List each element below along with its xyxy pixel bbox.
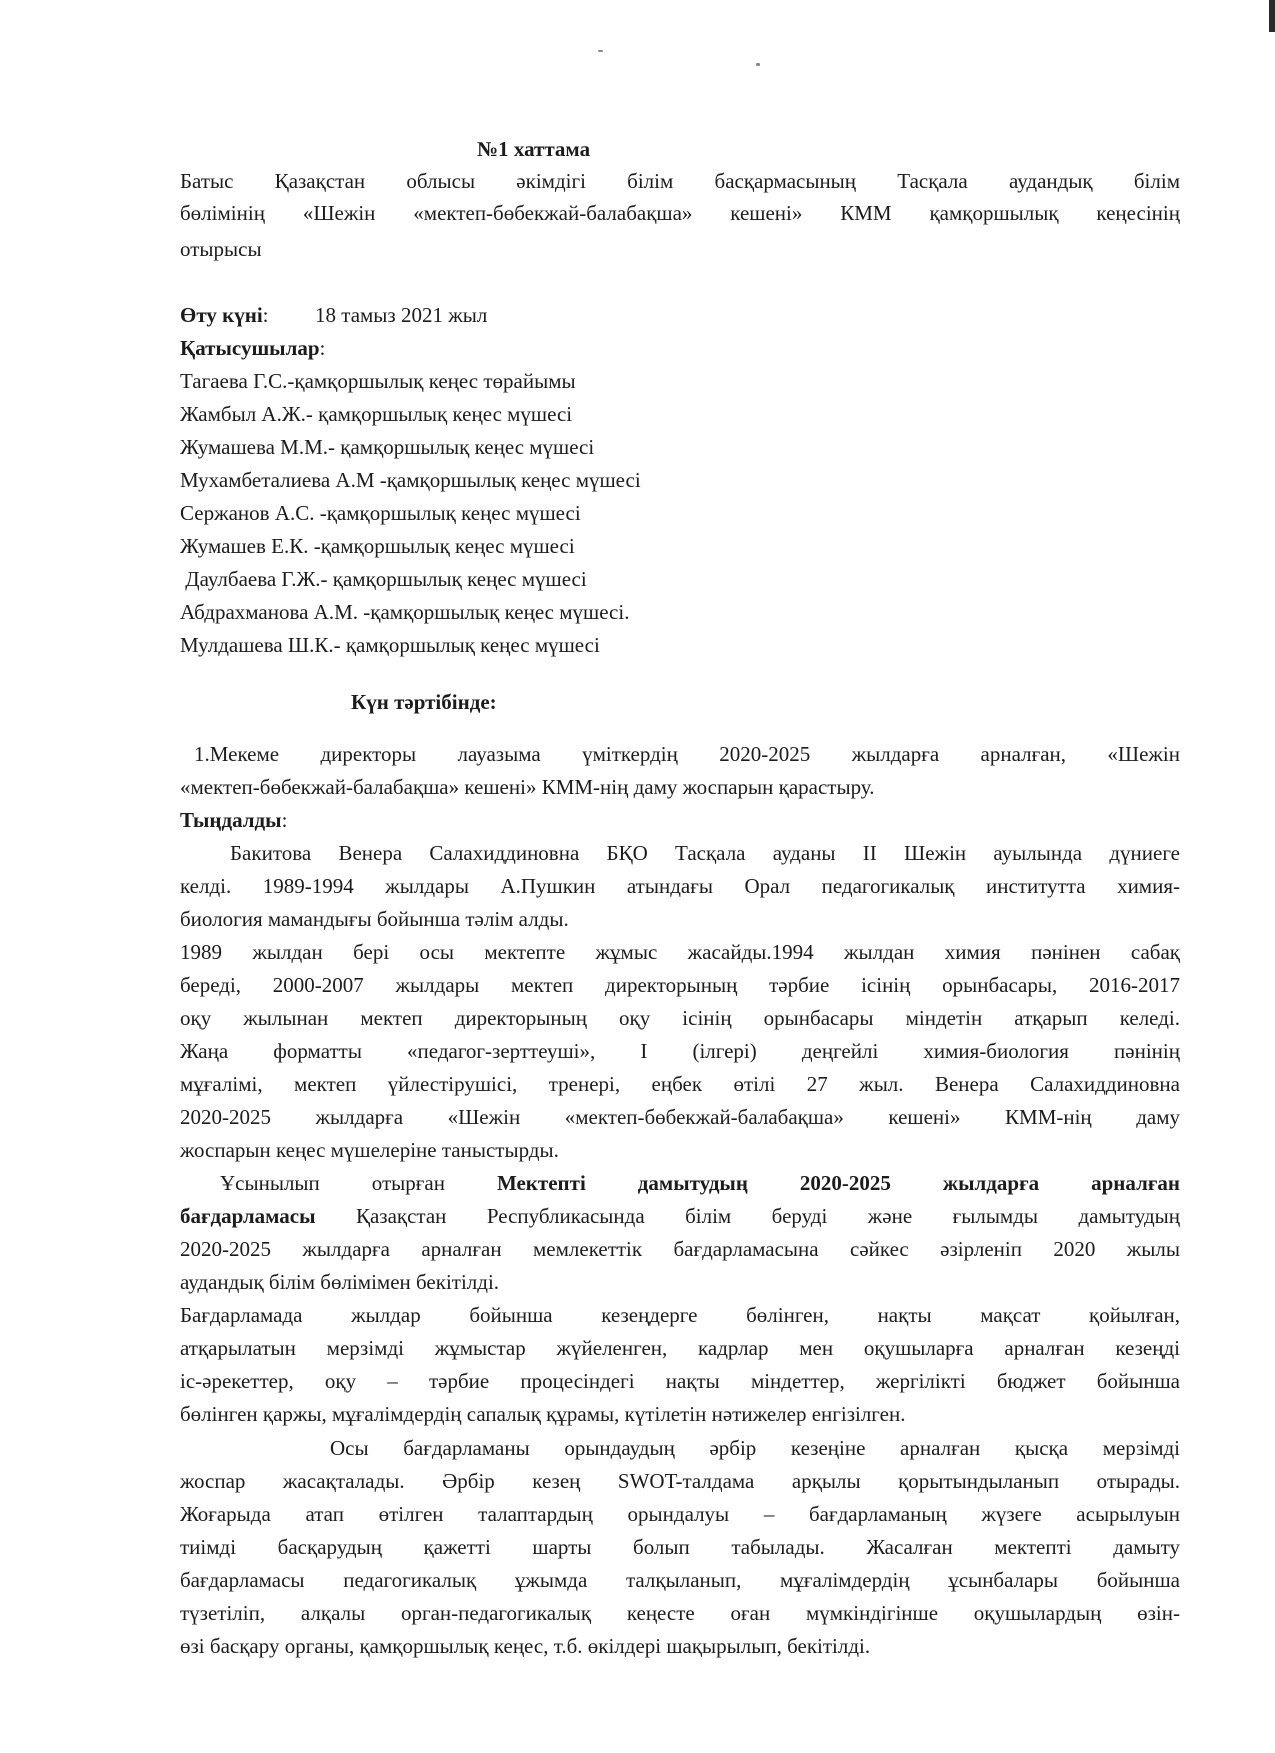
participant-item: Жамбыл А.Ж.- қамқоршылық кеңес мүшесі <box>180 402 573 426</box>
participant-item: Тагаева Г.С.-қамқоршылық кеңес төрайымы <box>180 369 576 393</box>
participants-heading: Қатысушылар: <box>180 336 326 360</box>
agenda-item: 1.Мекеме директоры лауазыма үміткердің 2020-2025 жылдарға арналған, «Шежін <box>194 742 1180 766</box>
heard-paragraph-line: келді. 1989-1994 жылдары А.Пушкин атындағы Орал педагогикалық институтта химия- <box>180 874 1180 898</box>
program-title-bold: Мектепті дамытудың 2020-2025 жылдарға арналған <box>496 1171 1181 1195</box>
implementation-line: Жоғарыда атап өтілген талаптардың орындалуы – бағдарламаның жүзеге асырылуын <box>180 1502 1180 1526</box>
bio-paragraph-line: жоспарын кеңес мүшелеріне таныстырды. <box>180 1138 559 1162</box>
intro-line: Батыс Қазақстан облысы әкімдігі білім басқармасының Тасқала аудандық білім <box>180 169 1180 193</box>
bio-paragraph-line: 1989 жылдан бері осы мектепте жұмыс жасайды.1994 жылдан химия пәнінен сабақ <box>180 940 1180 964</box>
participant-item: Сержанов А.С. -қамқоршылық кеңес мүшесі <box>180 501 581 525</box>
program-title-bold: бағдарламасы <box>180 1204 316 1228</box>
participant-item: Жумашев Е.К. -қамқоршылық кеңес мүшесі <box>180 534 575 558</box>
program-paragraph-line: Ұсынылып отырған Мектепті дамытудың 2020-2025 жылдарға арналған <box>220 1171 1181 1195</box>
heard-heading: Тыңдалды: <box>180 808 288 832</box>
heard-paragraph-line: Бакитова Венера Салахиддиновна БҚО Тасқала ауданы II Шежін ауылында дүниеге <box>230 841 1180 865</box>
bio-paragraph-line: береді, 2000-2007 жылдары мектеп директорының тәрбие ісінің орынбасары, 2016-2017 <box>180 973 1180 997</box>
implementation-line: тиімді басқарудың қажетті шарты болып табылады. Жасалған мектепті дамыту <box>180 1535 1180 1559</box>
participant-item: Даулбаева Г.Ж.- қамқоршылық кеңес мүшесі <box>180 567 587 591</box>
participant-item: Мулдашева Ш.К.- қамқоршылық кеңес мүшесі <box>180 633 600 657</box>
participant-item: Мухамбеталиева А.М -қамқоршылық кеңес мүшесі <box>180 468 641 492</box>
program-details-line: іс-әрекеттер, оқу – тәрбие процесіндегі нақты міндеттер, жергілікті бюджет бойынша <box>180 1369 1180 1393</box>
implementation-line: Осы бағдарламаны орындаудың әрбір кезеңіне арналған қысқа мерзімді <box>330 1436 1180 1460</box>
participant-item: Абдрахманова А.М. -қамқоршылық кеңес мүшесі. <box>180 600 630 624</box>
scan-speck <box>756 63 760 66</box>
document-title: №1 хаттама <box>477 137 591 161</box>
scan-speck <box>598 50 603 52</box>
program-details-line: Бағдарламада жылдар бойынша кезеңдерге бөлінген, нақты мақсат қойылған, <box>180 1303 1180 1327</box>
program-paragraph-line: аудандық білім бөлімімен бекітілді. <box>180 1270 500 1294</box>
date-value: 18 тамыз 2021 жыл <box>315 303 488 327</box>
implementation-line: жоспар жасақталады. Әрбір кезең SWOT-талдама арқылы қорытындыланып отырады. <box>180 1469 1180 1493</box>
implementation-line: бағдарламасы педагогикалық ұжымда талқыланып, мұғалімдердің ұсынбалары бойынша <box>180 1568 1180 1592</box>
scan-edge-mark <box>1269 0 1275 32</box>
program-paragraph-line: 2020-2025 жылдарға арналған мемлекеттік бағдарламасына сәйкес әзірленіп 2020 жылы <box>180 1237 1180 1261</box>
implementation-line: өзі басқару органы, қамқоршылық кеңес, т.б. өкілдері шақырылып, бекітілді. <box>180 1634 871 1658</box>
bio-paragraph-line: оқу жылынан мектеп директорының оқу ісінің орынбасары міндетін атқарып келеді. <box>180 1006 1180 1030</box>
agenda-item: «мектеп-бөбекжай-балабақша» кешені» КММ-нің даму жоспарын қарастыру. <box>180 775 875 799</box>
participant-item: Жумашева М.М.- қамқоршылық кеңес мүшесі <box>180 435 595 459</box>
bio-paragraph-line: 2020-2025 жылдарға «Шежін «мектеп-бөбекжай-балабақша» кешені» КММ-нің даму <box>180 1105 1180 1129</box>
implementation-line: түзетіліп, алқалы орган-педагогикалық кеңесте оған мүмкіндігінше оқушылардың өзін- <box>180 1601 1180 1625</box>
bio-paragraph-line: мұғалімі, мектеп үйлестірушісі, тренері, еңбек өтілі 27 жыл. Венера Салахиддиновна <box>180 1072 1180 1096</box>
agenda-title: Күн тәртібінде: <box>351 690 497 714</box>
program-details-line: атқарылатын мерзімді жұмыстар жүйеленген, кадрлар мен оқушыларға арналған кезеңді <box>180 1336 1180 1360</box>
program-details-line: бөлінген қаржы, мұғалімдердің сапалық құрамы, күтілетін нәтижелер енгізілген. <box>180 1402 906 1426</box>
heard-paragraph-line: биология мамандығы бойынша тәлім алды. <box>180 907 569 931</box>
meeting-date-row: Өту күні: 18 тамыз 2021 жыл <box>180 303 488 327</box>
intro-line: бөлімінің «Шежін «мектеп-бөбекжай-балабақша» кешені» КММ қамқоршылық кеңесінің <box>180 201 1180 225</box>
participants-label: Қатысушылар <box>180 336 320 360</box>
program-paragraph-line: бағдарламасы Қазақстан Республикасында білім беруді және ғылымды дамытудың <box>180 1204 1180 1228</box>
date-label: Өту күні <box>180 303 263 327</box>
heard-label: Тыңдалды <box>180 808 282 832</box>
intro-line: отырысы <box>180 237 262 261</box>
bio-paragraph-line: Жаңа форматты «педагог-зерттеуші», I (ілгері) деңгейлі химия-биология пәнінің <box>180 1039 1180 1063</box>
